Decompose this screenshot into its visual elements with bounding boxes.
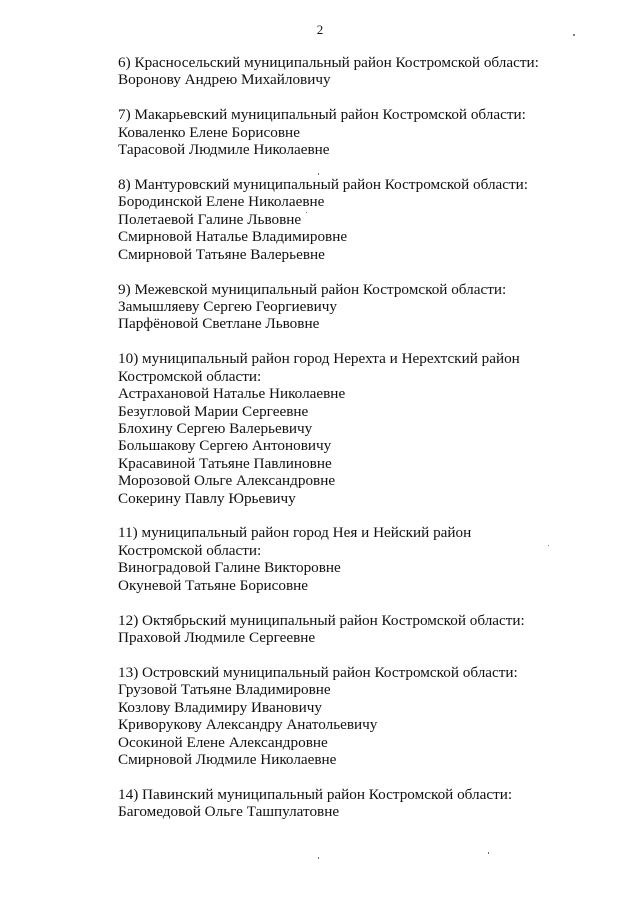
document-body — [118, 54, 588, 838]
recipient-name: Тарасовой Людмиле Николаевне — [118, 141, 330, 159]
recipient-name: Криворукову Александру Анатольевичу — [118, 716, 378, 734]
district-section-11 — [118, 524, 588, 594]
district-heading: 10) муниципальный район город Нерехта и Нерехтский район — [118, 350, 520, 368]
recipient-name: Багомедовой Ольге Ташпулатовне — [118, 803, 340, 821]
district-section-7 — [118, 106, 588, 158]
district-heading-continuation: Костромской области: — [118, 541, 262, 559]
recipient-name: Грузовой Татьяне Владимировне — [118, 681, 331, 699]
recipient-name: Астрахановой Наталье Николаевне — [118, 385, 346, 403]
district-section-9 — [118, 281, 588, 333]
recipient-name: Воронову Андрею Михайловичу — [118, 71, 331, 89]
recipient-name: Замышляеву Сергею Георгиевичу — [118, 297, 337, 315]
recipient-name: Осокиной Елене Александровне — [118, 733, 328, 751]
district-heading: 7) Макарьевский муниципальный район Костромской области: — [118, 106, 526, 124]
district-section-13 — [118, 664, 588, 768]
scan-speck — [488, 852, 489, 854]
recipient-name: Красавиной Татьяне Павлиновне — [118, 454, 332, 472]
recipient-name: Сокерину Павлу Юрьевичу — [118, 489, 296, 507]
district-heading: 12) Октябрьский муниципальный район Костромской области: — [118, 611, 525, 629]
district-section-10 — [118, 350, 588, 507]
recipient-name: Морозовой Ольге Александровне — [118, 472, 336, 490]
district-heading: 6) Красносельский муниципальный район Костромской области: — [118, 54, 539, 71]
recipient-name: Виноградовой Галине Викторовне — [118, 559, 341, 577]
scan-speck — [306, 212, 307, 213]
recipient-name: Блохину Сергею Валерьевичу — [118, 419, 313, 437]
scan-speck — [318, 857, 319, 859]
page-number: 2 — [316, 22, 324, 37]
district-section-8 — [118, 176, 588, 263]
recipient-name: Безугловой Марии Сергеевне — [118, 402, 309, 420]
district-heading: 9) Межевской муниципальный район Костромской области: — [118, 280, 507, 298]
district-heading: 8) Мантуровский муниципальный район Костромской области: — [118, 176, 529, 194]
scan-speck — [573, 34, 575, 36]
recipient-name: Козлову Владимиру Ивановичу — [118, 698, 322, 716]
district-heading: 14) Павинский муниципальный район Костромской области: — [118, 785, 513, 803]
recipient-name: Смирновой Татьяне Валерьевне — [118, 245, 325, 263]
district-heading: 11) муниципальный район город Нея и Нейский район — [118, 524, 472, 542]
scan-speck — [318, 173, 319, 175]
recipient-name: Смирновой Людмиле Николаевне — [118, 750, 337, 768]
recipient-name: Бородинской Елене Николаевне — [118, 193, 325, 211]
recipient-name: Коваленко Елене Борисовне — [118, 123, 300, 141]
district-section-14 — [118, 786, 588, 821]
recipient-name: Смирновой Наталье Владимировне — [118, 228, 348, 246]
district-section-6 — [118, 54, 588, 89]
district-heading-continuation: Костромской области: — [118, 367, 262, 385]
recipient-name: Полетаевой Галине Львовне — [118, 210, 302, 228]
district-section-12 — [118, 612, 588, 647]
recipient-name: Окуневой Татьяне Борисовне — [118, 576, 309, 594]
scan-speck — [548, 545, 549, 546]
recipient-name: Парфёновой Светлане Львовне — [118, 315, 320, 333]
recipient-name: Праховой Людмиле Сергеевне — [118, 628, 316, 646]
district-heading: 13) Островский муниципальный район Костромской области: — [118, 663, 518, 681]
recipient-name: Большакову Сергею Антоновичу — [118, 437, 332, 455]
